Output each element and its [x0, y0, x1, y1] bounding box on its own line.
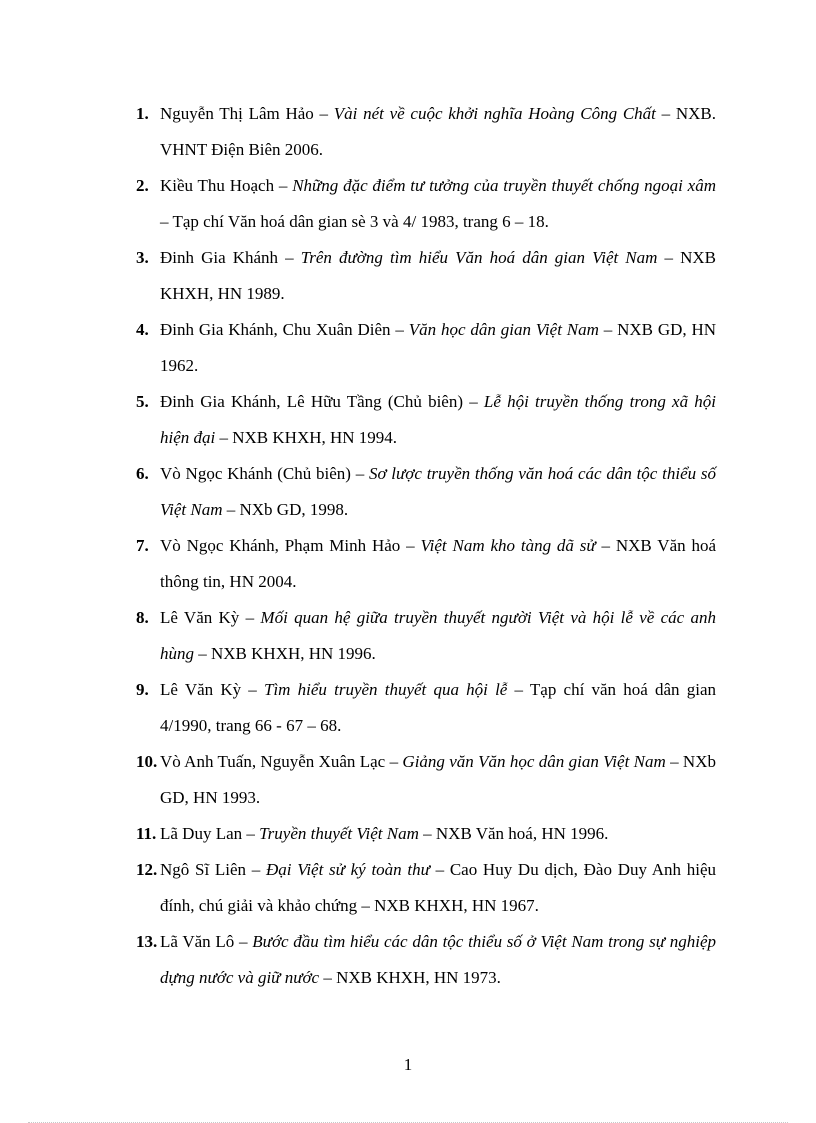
reference-number: 11. — [136, 824, 157, 843]
reference-author: Đinh Gia Khánh, Chu Xuân Diên — [160, 320, 391, 339]
reference-number: 1. — [136, 104, 149, 123]
reference-author: Lã Văn Lô — [160, 932, 235, 951]
reference-author: Vò Ngọc Khánh, Phạm Minh Hảo — [160, 536, 401, 555]
reference-separator: – — [234, 932, 253, 951]
reference-author: Lê Văn Kỳ — [160, 608, 240, 627]
reference-item — [136, 96, 716, 168]
reference-number: 10. — [136, 752, 158, 771]
reference-item — [136, 312, 716, 384]
reference-publisher: – Cao Huy Du dịch, Đào Duy Anh hiệu đính, chú giải và khảo chứng – NXB KHXH, HN 1967. — [160, 860, 717, 915]
reference-item — [136, 384, 716, 456]
reference-item — [136, 816, 716, 852]
reference-separator: – — [239, 608, 261, 627]
reference-title: Đại Việt sử ký toàn thư — [265, 860, 430, 879]
reference-author: Kiều Thu Hoạch — [160, 176, 275, 195]
reference-item — [136, 924, 716, 996]
reference-number: 7. — [136, 536, 149, 555]
reference-publisher: – Tạp chí văn hoá dân gian 4/1990, trang 66 - 67 – 68. — [160, 680, 716, 735]
reference-separator: – — [390, 320, 409, 339]
reference-number: 3. — [136, 248, 149, 267]
reference-separator: – — [350, 464, 369, 483]
reference-publisher: – NXB GD, HN 1962. — [160, 320, 717, 375]
reference-item — [136, 456, 716, 528]
reference-publisher: – NXb GD, HN 1993. — [160, 752, 716, 807]
reference-author: Vò Ngọc Khánh (Chủ biên) — [160, 464, 351, 483]
reference-title: Vài nét về cuộc khởi nghĩa Hoàng Công Chất — [333, 104, 656, 123]
reference-number: 5. — [136, 392, 149, 411]
reference-title: Việt Nam kho tàng dã sử — [420, 536, 596, 555]
reference-number: 13. — [136, 932, 158, 951]
reference-title: Mối quan hệ giữa truyền thuyết người Việt và hội lễ về các anh hùng — [160, 608, 716, 663]
reference-item — [136, 168, 716, 240]
reference-publisher: – NXB Văn hoá, HN 1996. — [418, 824, 609, 843]
reference-item — [136, 600, 716, 672]
reference-separator: – — [242, 824, 260, 843]
reference-author: Lê Văn Kỳ — [160, 680, 242, 699]
reference-title: Văn học dân gian Việt Nam — [408, 320, 599, 339]
reference-separator: – — [274, 176, 293, 195]
reference-number: 6. — [136, 464, 149, 483]
reference-author: Ngô Sĩ Liên — [160, 860, 247, 879]
reference-separator: – — [385, 752, 403, 771]
reference-author: Lã Duy Lan — [160, 824, 243, 843]
reference-publisher: – NXB KHXH, HN 1973. — [319, 968, 501, 987]
reference-title: Trên đường tìm hiểu Văn hoá dân gian Việt Nam — [300, 248, 658, 267]
reference-separator: – — [463, 392, 484, 411]
reference-item — [136, 672, 716, 744]
reference-list — [136, 96, 716, 996]
reference-publisher: – NXB KHXH, HN 1994. — [215, 428, 398, 447]
reference-number: 2. — [136, 176, 149, 195]
reference-item — [136, 240, 716, 312]
reference-publisher: – NXB. VHNT Điện Biên 2006. — [160, 104, 716, 159]
reference-item — [136, 528, 716, 600]
reference-publisher: – NXB Văn hoá thông tin, HN 2004. — [160, 536, 717, 591]
reference-number: 8. — [136, 608, 149, 627]
reference-separator: – — [400, 536, 421, 555]
reference-author: Đinh Gia Khánh, Lê Hữu Tầng (Chủ biên) — [160, 392, 464, 411]
reference-publisher: – NXb GD, 1998. — [222, 500, 349, 519]
reference-title: Sơ lược truyền thống văn hoá các dân tộc thiểu số Việt Nam — [160, 464, 716, 519]
reference-title: Truyền thuyết Việt Nam — [259, 824, 419, 843]
reference-number: 12. — [136, 860, 158, 879]
reference-publisher: – NXB KHXH, HN 1989. — [160, 248, 716, 303]
reference-item — [136, 744, 716, 816]
reference-author: Vò Anh Tuấn, Nguyễn Xuân Lạc — [160, 752, 386, 771]
reference-separator: – — [313, 104, 334, 123]
reference-number: 4. — [136, 320, 149, 339]
reference-author: Nguyễn Thị Lâm Hảo — [160, 104, 314, 123]
reference-separator: – — [278, 248, 301, 267]
reference-title: Bước đầu tìm hiểu các dân tộc thiểu số ở Việt Nam trong sự nghiệp dựng nước và giữ nước — [160, 932, 717, 987]
reference-title: Tìm hiểu truyền thuyết qua hội lễ — [264, 680, 508, 699]
reference-title: Lễ hội truyền thống trong xã hội hiện đại — [160, 392, 716, 447]
reference-separator: – — [241, 680, 264, 699]
reference-author: Đinh Gia Khánh — [160, 248, 279, 267]
reference-title: Giảng văn Văn học dân gian Việt Nam — [402, 752, 666, 771]
reference-number: 9. — [136, 680, 149, 699]
reference-title: Những đặc điểm tư tưởng của truyền thuyết chống ngoại xâm — [292, 176, 717, 195]
reference-publisher: – NXB KHXH, HN 1996. — [194, 644, 376, 663]
reference-item — [136, 852, 716, 924]
reference-separator: – — [246, 860, 266, 879]
reference-publisher: – Tạp chí Văn hoá dân gian sè 3 và 4/ 1983, trang 6 – 18. — [160, 212, 549, 231]
page-number: 1 — [403, 1055, 413, 1074]
